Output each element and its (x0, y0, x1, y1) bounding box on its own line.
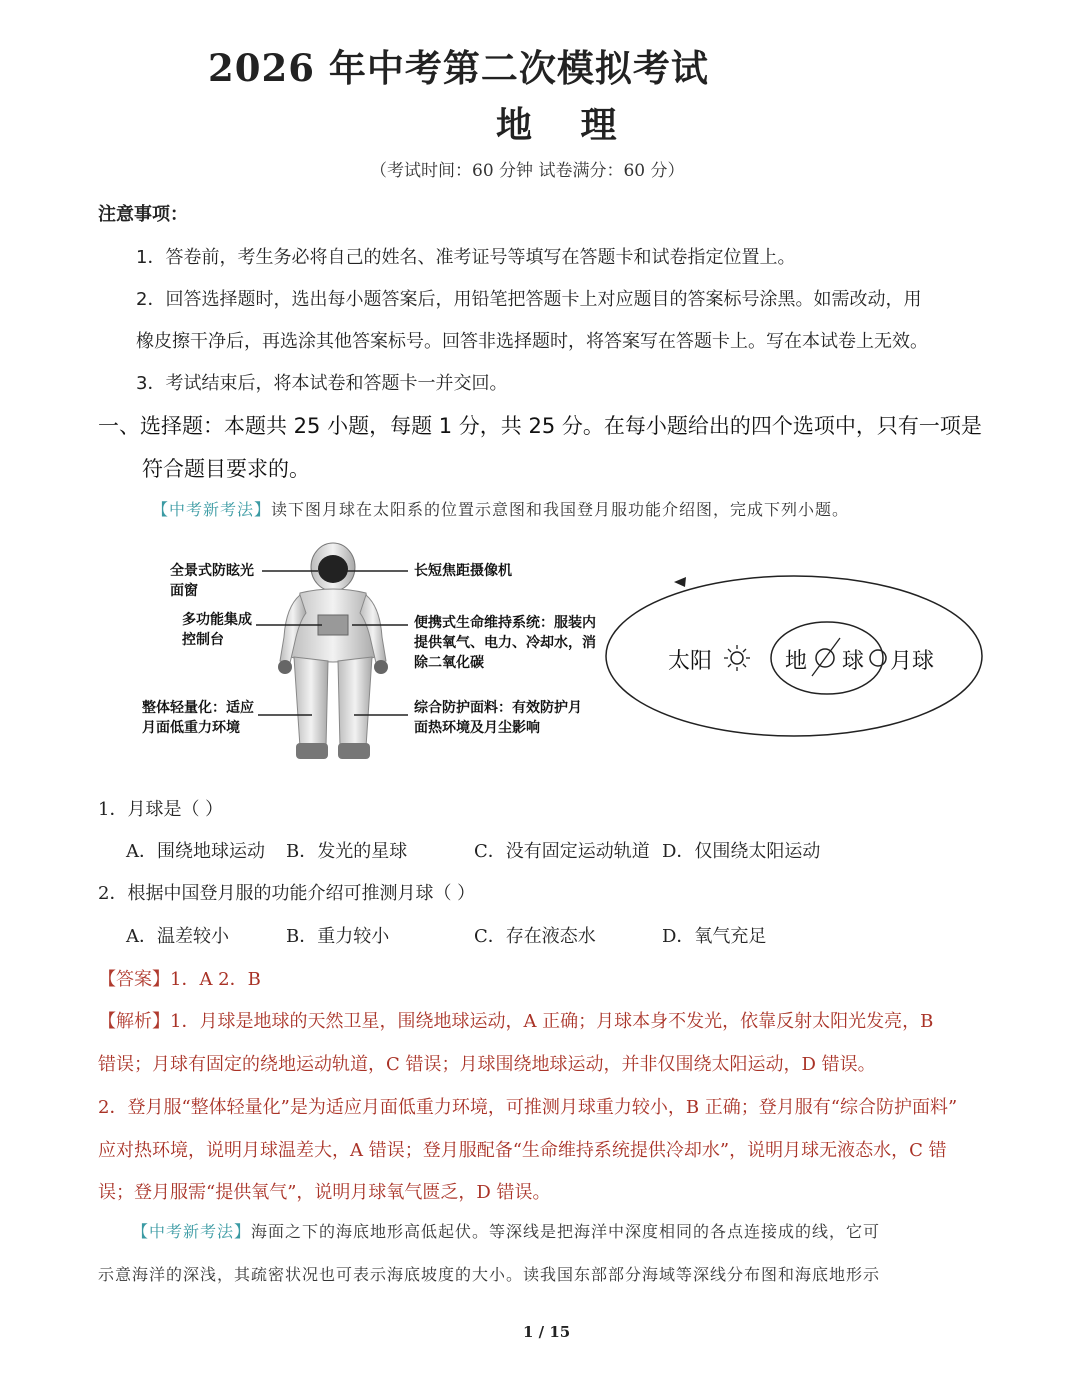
answer-label: 【答案】 (98, 969, 170, 990)
q2-option-a: A．温差较小 (126, 926, 229, 947)
earth-icon (812, 638, 840, 676)
section-heading-line-2: 符合题目要求的。 (142, 457, 310, 481)
section-heading-line-1: 一、选择题：本题共 25 小题，每题 1 分，共 25 分。在每小题给出的四个选项中，只有一项是 (98, 414, 982, 438)
label-life-support: 便携式生命维持系统：服装内提供氧气、电力、冷却水，消除二氧化碳 (414, 615, 596, 671)
analysis-line-1: 【解析】1．月球是地球的天然卫星，围绕地球运动，A 正确；月球本身不发光，依靠反射太阳光发亮，B (98, 1011, 934, 1032)
page-number: 1 / 15 (523, 1323, 571, 1341)
sun-icon (724, 645, 750, 671)
q1-stem: 1．月球是（ ） (98, 799, 224, 820)
answer-text: 1．A 2．B (170, 969, 261, 990)
group1-intro: 【中考新考法】读下图月球在太阳系的位置示意图和我国登月服功能介绍图，完成下列小题。 (152, 500, 850, 519)
new-method-tag: 【中考新考法】 (152, 500, 272, 519)
analysis-line-4: 应对热环境，说明月球温差大，A 错误；登月服配备“生命维持系统提供冷却水”，说明月球无液态水，C 错 (98, 1140, 947, 1161)
analysis-label: 【解析】 (98, 1011, 170, 1032)
label-console: 多功能集成控制台 (182, 612, 252, 648)
subject-title: 地 理 (496, 104, 635, 146)
q1-option-d: D．仅围绕太阳运动 (662, 841, 821, 862)
earth-label-left: 地 (785, 649, 808, 674)
q1-option-a: A．围绕地球运动 (126, 841, 265, 862)
label-protective-fabric: 综合防护面料：有效防护月面热环境及月尘影响 (414, 700, 582, 736)
exam-info: （考试时间：60 分钟 试卷满分：60 分） (370, 161, 685, 181)
notice-heading: 注意事项： (98, 204, 188, 225)
moon-label: 月球 (890, 649, 935, 674)
answer-line (98, 965, 261, 991)
q1-option-c: C．没有固定运动轨道 (474, 841, 650, 862)
label-visor: 全景式防眩光面窗 (170, 563, 254, 599)
label-lightweight: 整体轻量化：适应月面低重力环境 (142, 700, 254, 736)
q2-option-d: D．氧气充足 (662, 926, 767, 947)
notice-item-3: 3．考试结束后，将本试卷和答题卡一并交回。 (136, 373, 508, 394)
analysis-line-2: 错误；月球有固定的绕地运动轨道，C 错误；月球围绕地球运动，并非仅围绕太阳运动，D 错误。 (98, 1054, 876, 1075)
new-method-tag-2: 【中考新考法】 (132, 1222, 252, 1241)
earth-label-right: 球 (842, 649, 865, 674)
sun-label: 太阳 (668, 649, 713, 674)
exam-title: 2026 年中考第二次模拟考试 (208, 46, 709, 90)
notice-item-1: 1．答卷前，考生务必将自己的姓名、准考证号等填写在答题卡和试卷指定位置上。 (136, 247, 796, 268)
analysis-line-5: 误；登月服需“提供氧气”，说明月球氧气匮乏，D 错误。 (98, 1182, 551, 1203)
q2-option-c: C．存在液态水 (474, 926, 596, 947)
notice-item-2-line-2: 橡皮擦干净后，再选涂其他答案标号。回答非选择题时，将答案写在答题卡上。写在本试卷上无效。 (136, 331, 928, 352)
group2-intro-line-2: 示意海洋的深浅，其疏密状况也可表示海底坡度的大小。读我国东部部分海域等深线分布图和海底地形示 (98, 1265, 881, 1284)
analysis-line-3: 2．登月服“整体轻量化”是为适应月面低重力环境，可推测月球重力较小，B 正确；登月服有“综合防护面料” (98, 1097, 958, 1118)
notice-item-2-line-1: 2．回答选择题时，选出每小题答案后，用铅笔把答题卡上对应题目的答案标号涂黑。如需改动，用 (136, 289, 922, 310)
q1-option-b: B．发光的星球 (286, 841, 408, 862)
q2-stem: 2．根据中国登月服的功能介绍可推测月球（ ） (98, 883, 476, 904)
q2-option-b: B．重力较小 (286, 926, 390, 947)
group2-intro-line-1: 【中考新考法】海面之下的海底地形高低起伏。等深线是把海洋中深度相同的各点连接成的线，它可 (132, 1222, 881, 1241)
label-camera: 长短焦距摄像机 (414, 563, 512, 579)
